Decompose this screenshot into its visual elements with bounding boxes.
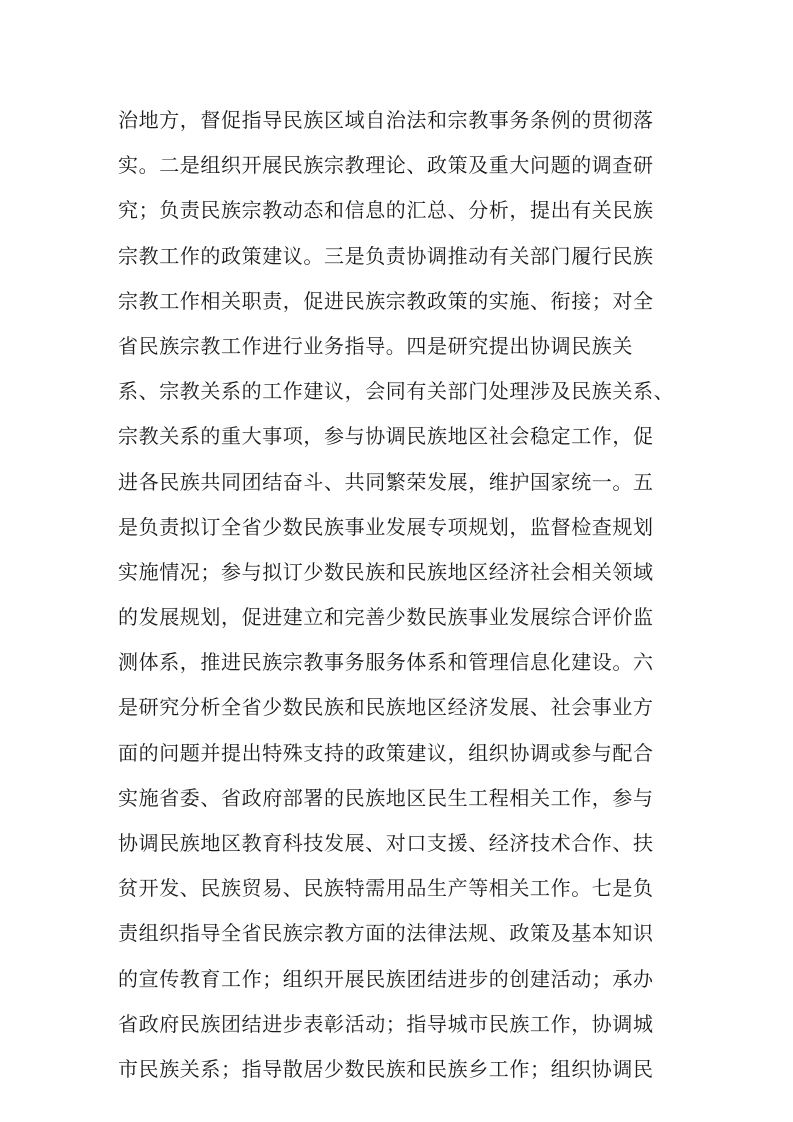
- text-line: 实施情况；参与拟订少数民族和民族地区经济社会相关领域: [118, 559, 654, 584]
- text-line: 系、宗教关系的工作建议，会同有关部门处理涉及民族关系、: [118, 379, 675, 404]
- text-line: 实。二是组织开展民族宗教理论、政策及重大问题的调查研: [118, 153, 654, 178]
- text-line: 是负责拟订全省少数民族事业发展专项规划，监督检查规划: [118, 514, 654, 539]
- text-line: 的发展规划，促进建立和完善少数民族事业发展综合评价监: [118, 605, 654, 630]
- text-line: 实施省委、省政府部署的民族地区民生工程相关工作，参与: [118, 785, 654, 810]
- text-line: 进各民族共同团结奋斗、共同繁荣发展，维护国家统一。五: [118, 469, 654, 494]
- text-line: 宗教工作的政策建议。三是负责协调推动有关部门履行民族: [118, 243, 654, 268]
- text-line: 测体系，推进民族宗教事务服务体系和管理信息化建设。六: [118, 650, 654, 675]
- text-line: 省政府民族团结进步表彰活动；指导城市民族工作，协调城: [118, 1011, 654, 1036]
- text-line: 是研究分析全省少数民族和民族地区经济发展、社会事业方: [118, 695, 654, 720]
- text-line: 究；负责民族宗教动态和信息的汇总、分析，提出有关民族: [118, 198, 654, 223]
- text-line: 省民族宗教工作进行业务指导。四是研究提出协调民族关: [118, 333, 633, 358]
- text-line: 协调民族地区教育科技发展、对口支援、经济技术合作、扶: [118, 831, 654, 855]
- text-line: 市民族关系；指导散居少数民族和民族乡工作；组织协调民: [118, 1056, 654, 1081]
- text-line: 宗教关系的重大事项，参与协调民族地区社会稳定工作，促: [118, 424, 654, 449]
- text-line: 宗教工作相关职责，促进民族宗教政策的实施、衔接；对全: [118, 288, 654, 313]
- text-line: 面的问题并提出特殊支持的政策建议，组织协调或参与配合: [118, 740, 654, 765]
- text-line: 的宣传教育工作；组织开展民族团结进步的创建活动；承办: [118, 966, 654, 991]
- text-line: 治地方，督促指导民族区域自治法和宗教事务条例的贯彻落: [118, 108, 654, 132]
- text-line: 贫开发、民族贸易、民族特需用品生产等相关工作。七是负: [118, 876, 654, 901]
- text-line: 责组织指导全省民族宗教方面的法律法规、政策及基本知识: [118, 921, 654, 946]
- body-text: [118, 98, 678, 1092]
